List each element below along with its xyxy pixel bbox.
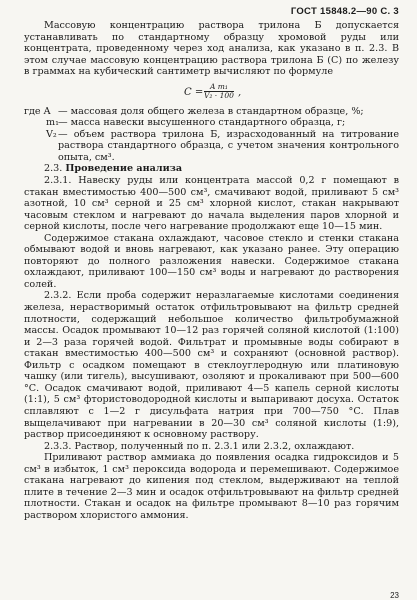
formula-tail: , (238, 86, 242, 98)
paragraph-2-3-1: 2.3.1. Навеску руды или концентрата массой 0,2 г помещают в стакан вместимостью 400—500 см³, смачивают водой, приливают 5 см³ азотной, 10 см³ серной и 25 см³ хлорной кислот, стакан накрывают часовым стеклом и нагревают до начала выделения паров хлорной и серной кислоты, после чего нагревание продолжают еще 10—15 мин. (24, 175, 399, 233)
paragraph-intro: Массовую концентрацию раствора трилона Б допускается устанавливать по стандартному образцу хромовой руды или концентрата, проведенному через ход анализа, как указано в п. 2.3. В этом случае массовую концентрацию раствора трилона Б (C) по железу в граммах на кубический сантиметр вычисляют по формуле (24, 20, 399, 78)
definition-text: — массовая доля общего железа в стандартном образце, %; (58, 105, 364, 117)
definition-text: — масса навески высушенного стандартного образца, г; (58, 117, 346, 129)
definitions (24, 106, 399, 164)
page-header: ГОСТ 15848.2—90 С. 3 (290, 6, 399, 17)
formula (24, 83, 399, 101)
definition-symbol: V₂ (46, 128, 57, 140)
definition-symbol: где A (24, 105, 51, 117)
section-title: Проведение анализа (65, 163, 183, 175)
formula-fraction (204, 83, 234, 101)
page-number: 23 (390, 591, 399, 600)
section-heading (24, 163, 399, 175)
paragraph-2-3-2: 2.3.2. Если проба содержит неразлагаемые кислотами соединения железа, нерастворимый остаток отфильтровывают на фильтр средней плотности, содержащий небольшое количество фильтробумажной массы. Осадок промывают 10—12 раз горячей соляной кислотой (1:100) и 2—3 раза горячей водой. Фильтрат и промывные воды собирают в стакан вместимостью 400—500 см³ и сохраняют (основной раствор). Фильтр с осадком помещают в стеклоуглеродную или платиновую чашку (или тигель), высушивают, озоляют и прокаливают при 500—600 °С. Осадок смачивают водой, приливают 4—5 капель серной кислоты (1:1), 5 см³ фтористоводородной кислоты и выпаривают досуха. Остаток сплавляют с 1—2 г дисульфата натрия при 700—750 °С. Плав выщелачивают при нагревании в 20—30 см³ соляной кислоты (1:9), раствор присоединяют к основному раствору. (24, 290, 399, 441)
definition-symbol: m₁ (46, 117, 59, 129)
definition-text: — объем раствора трилона Б, израсходованный на титрование раствора стандартного образца, с учетом значения контрольного опыта, см³. (58, 128, 399, 163)
definition-row (24, 106, 399, 118)
formula-numerator: A m₁ (204, 83, 234, 93)
paragraph-2-3-3-b: Приливают раствор аммиака до появления осадка гидроксидов и 5 см³ в избыток, 1 см³ пероксида водорода и перемешивают. Содержимое стакана нагревают до кипения под стеклом, выдерживают на теплой плите в течение 2—3 мин и осадок отфильтровывают на фильтр средней плотности. Стакан и осадок на фильтре промывают 8—10 раз горячим раствором хлористого аммония. (24, 452, 399, 521)
definition-row (24, 129, 399, 164)
paragraph-2-3-1-b: Содержимое стакана охлаждают, часовое стекло и стенки стакана обмывают водой и вновь нагревают, как указано ранее. Эту операцию повторяют до полного разложения навески. Содержимое стакана охлаждают, приливают 100—150 см³ воды и нагревают до растворения солей. (24, 232, 399, 290)
section-number: 2.3. (44, 163, 63, 175)
paragraph-2-3-3: 2.3.3. Раствор, полученный по п. 2.3.1 или 2.3.2, охлаждают. (44, 440, 355, 452)
formula-lhs: C = (184, 86, 204, 98)
formula-denominator: V₂ · 100 (204, 91, 234, 101)
definition-row (24, 117, 399, 129)
